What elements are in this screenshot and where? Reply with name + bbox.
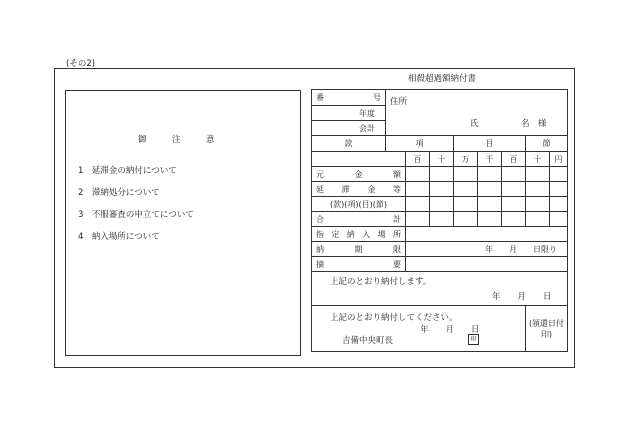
mayor-title: 吉備中央町長 xyxy=(342,336,394,346)
notice-item: 4 納入場所について xyxy=(78,232,160,242)
digit-header: 十 xyxy=(526,152,550,167)
notice-item: 1 延滞金の納付について xyxy=(78,166,177,176)
number-label: 番 号 xyxy=(312,90,386,106)
amount-cell[interactable] xyxy=(550,212,568,227)
amount-cell[interactable] xyxy=(430,167,454,182)
kou-label: 項 xyxy=(386,136,454,152)
deadline-value: 年 月 日限り xyxy=(406,242,568,257)
total-label: 合 計 xyxy=(312,212,406,227)
digit-header: 万 xyxy=(454,152,478,167)
digit-header: 円 xyxy=(550,152,568,167)
amount-cell[interactable] xyxy=(406,197,430,212)
amount-cell[interactable] xyxy=(454,197,478,212)
amount-cell[interactable] xyxy=(430,212,454,227)
amount-cell[interactable] xyxy=(406,182,430,197)
notice-item: 2 滞納処分について xyxy=(78,188,160,198)
amount-cell[interactable] xyxy=(430,182,454,197)
amount-cell[interactable] xyxy=(454,212,478,227)
amount-cell[interactable] xyxy=(430,197,454,212)
amount-cell[interactable] xyxy=(502,197,526,212)
digit-header: 百 xyxy=(502,152,526,167)
seal-icon: 印 xyxy=(468,334,479,345)
moku-label: 目 xyxy=(454,136,526,152)
digit-header: 千 xyxy=(478,152,502,167)
amount-cell[interactable] xyxy=(478,182,502,197)
amount-cell[interactable] xyxy=(550,197,568,212)
amount-cell[interactable] xyxy=(502,167,526,182)
amount-cell[interactable] xyxy=(454,167,478,182)
digit-header-blank xyxy=(312,152,406,167)
amount-cell[interactable] xyxy=(502,212,526,227)
kou-moku-label: (款)(項)(目)(節) xyxy=(312,197,406,212)
amount-cell[interactable] xyxy=(406,212,430,227)
payment-form-table xyxy=(311,89,568,352)
date-stamp-label: (領還日付印) xyxy=(528,318,565,339)
digit-header: 百 xyxy=(406,152,430,167)
payment-place-value[interactable] xyxy=(406,227,568,242)
amount-cell[interactable] xyxy=(478,167,502,182)
fiscal-year-label: 年度 xyxy=(312,106,386,121)
amount-cell[interactable] xyxy=(526,212,550,227)
acknowledgment-date: 年 月 日 xyxy=(420,325,480,335)
digit-header: 十 xyxy=(430,152,454,167)
amount-cell[interactable] xyxy=(526,167,550,182)
amount-cell[interactable] xyxy=(502,182,526,197)
ko-label: 款 xyxy=(312,136,386,152)
page-label: (その2) xyxy=(66,59,96,69)
principal-label: 元 金 額 xyxy=(312,167,406,182)
acknowledgment-text: 上記のとおり納付してください。 xyxy=(330,313,458,323)
address-label: 住所 xyxy=(390,97,408,107)
form-title: 相殺超過額納付書 xyxy=(408,74,477,84)
amount-cell[interactable] xyxy=(526,197,550,212)
amount-cell[interactable] xyxy=(526,182,550,197)
amount-cell[interactable] xyxy=(550,167,568,182)
notice-box xyxy=(65,90,301,356)
payer-receipt-cell xyxy=(312,272,568,306)
acknowledgment-cell xyxy=(312,306,526,352)
date-stamp-cell xyxy=(526,306,568,352)
seal-stamp xyxy=(468,334,479,345)
account-label: 会計 xyxy=(312,121,386,136)
receipt-date: 年 月 日 xyxy=(492,292,552,302)
late-fee-label: 延 滞 金 等 xyxy=(312,182,406,197)
payment-place-label: 指定納入場所 xyxy=(312,227,406,242)
amount-cell[interactable] xyxy=(550,182,568,197)
notice-item: 3 不服審査の申立てについて xyxy=(78,210,194,220)
payer-cell xyxy=(386,90,568,136)
summary-value[interactable] xyxy=(406,257,568,272)
name-label: 氏 名 様 xyxy=(470,119,547,129)
summary-label: 摘 要 xyxy=(312,257,406,272)
deadline-label: 納 期 限 xyxy=(312,242,406,257)
amount-cell[interactable] xyxy=(406,167,430,182)
amount-cell[interactable] xyxy=(478,197,502,212)
setsu-label: 節 xyxy=(526,136,568,152)
notice-title: 御 注 意 xyxy=(138,135,215,145)
amount-cell[interactable] xyxy=(478,212,502,227)
receipt-text: 上記のとおり納付します。 xyxy=(330,277,432,287)
amount-cell[interactable] xyxy=(454,182,478,197)
